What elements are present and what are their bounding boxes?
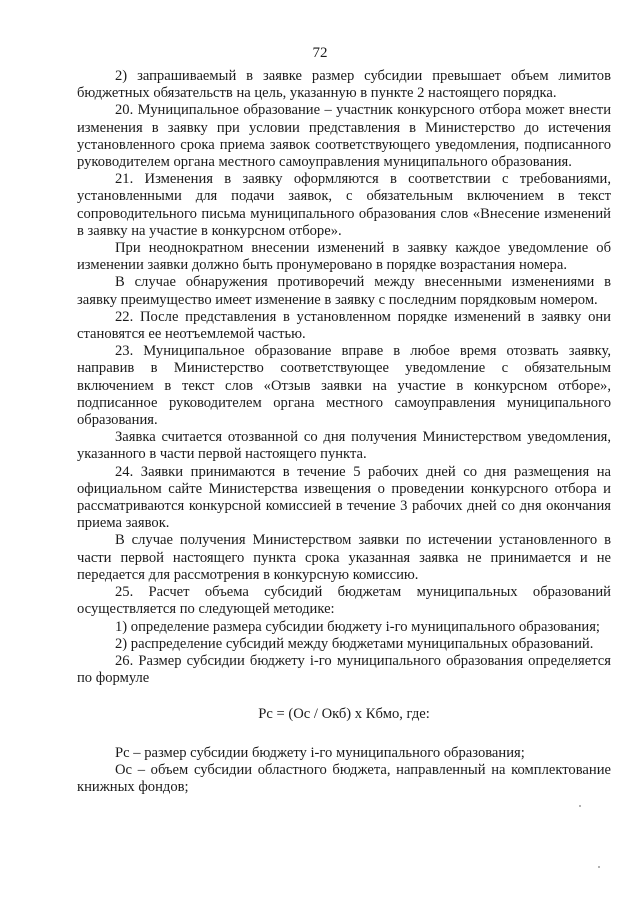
paragraph-20: 20. Муниципальное образование – участник конкурсного отбора может внести изменения в заявку при условии представления в Министерство до истечения установленного срока приема заявок соответствующего уведомления, подписанного руководителем органа местного самоуправления муниципального образования. — [77, 102, 611, 171]
paragraph-22: 22. После представления в установленном порядке изменений в заявку они становятся ее неотъемлемой частью. — [77, 308, 611, 343]
paragraph-21: 21. Изменения в заявку оформляются в соответствии с требованиями, установленными для подачи заявок, с обязательным включением в текст сопроводительного письма муниципального образования слов «Внесение изменений в заявку на участие в конкурсном отборе». — [77, 171, 611, 239]
page-number: 72 — [312, 45, 328, 61]
definition-rs: Рс – размер субсидии бюджету i-го муниципального образования; — [115, 744, 525, 761]
paragraph-24: 24. Заявки принимаются в течение 5 рабочих дней со дня размещения на официальном сайте Министерства извещения о проведении конкурсного отбора и рассматриваются конкурсной комиссией в течение 3 рабочих дней со дня окончания приема заявок. — [77, 463, 611, 532]
paragraph-23-part-2: Заявка считается отозванной со дня получения Министерством уведомления, указанного в части первой настоящего пункта. — [77, 429, 611, 463]
definition-os: Ос – объем субсидии областного бюджета, направленный на комплектование книжных фондов; — [77, 761, 611, 795]
paragraph-21-part-2: При неоднократном внесении изменений в заявку каждое уведомление об изменении заявки должно быть пронумеровано в порядке возрастания номера. — [77, 240, 611, 274]
subsidy-formula: Рс = (Ос / Окб) х Кбмо, где: — [258, 706, 430, 723]
paragraph-25-item-2: 2) распределение субсидий между бюджетами муниципальных образований. — [115, 635, 594, 652]
paragraph-25: 25. Расчет объема субсидий бюджетам муниципальных образований осуществляется по следующей методике: — [77, 584, 611, 618]
document-body — [77, 68, 611, 796]
scan-speck — [579, 805, 581, 807]
paragraph-26: 26. Размер субсидии бюджету i-го муниципального образования определяется по формуле — [77, 652, 611, 687]
paragraph-21-part-3: В случае обнаружения противоречий между внесенными изменениями в заявку преимущество имеет изменение в заявку с последним порядковым номером. — [77, 274, 611, 308]
scan-speck — [598, 866, 600, 868]
paragraph-23: 23. Муниципальное образование вправе в любое время отозвать заявку, направив в Министерство соответствующее уведомление с обязательным включением в текст слов «Отзыв заявки на участие в конкурсном отборе», подписанное руководителем органа местного самоуправления муниципального образования. — [77, 343, 611, 429]
paragraph-19-item-2: 2) запрашиваемый в заявке размер субсидии превышает объем лимитов бюджетных обязательств на цель, указанную в пункте 2 настоящего порядка. — [77, 68, 611, 102]
paragraph-24-part-2: В случае получения Министерством заявки по истечении установленного в части первой настоящего пункта срока указанная заявка не принимается и не передается для рассмотрения в конкурсную комиссию. — [77, 532, 611, 583]
paragraph-25-item-1: 1) определение размера субсидии бюджету i-го муниципального образования; — [115, 618, 600, 635]
